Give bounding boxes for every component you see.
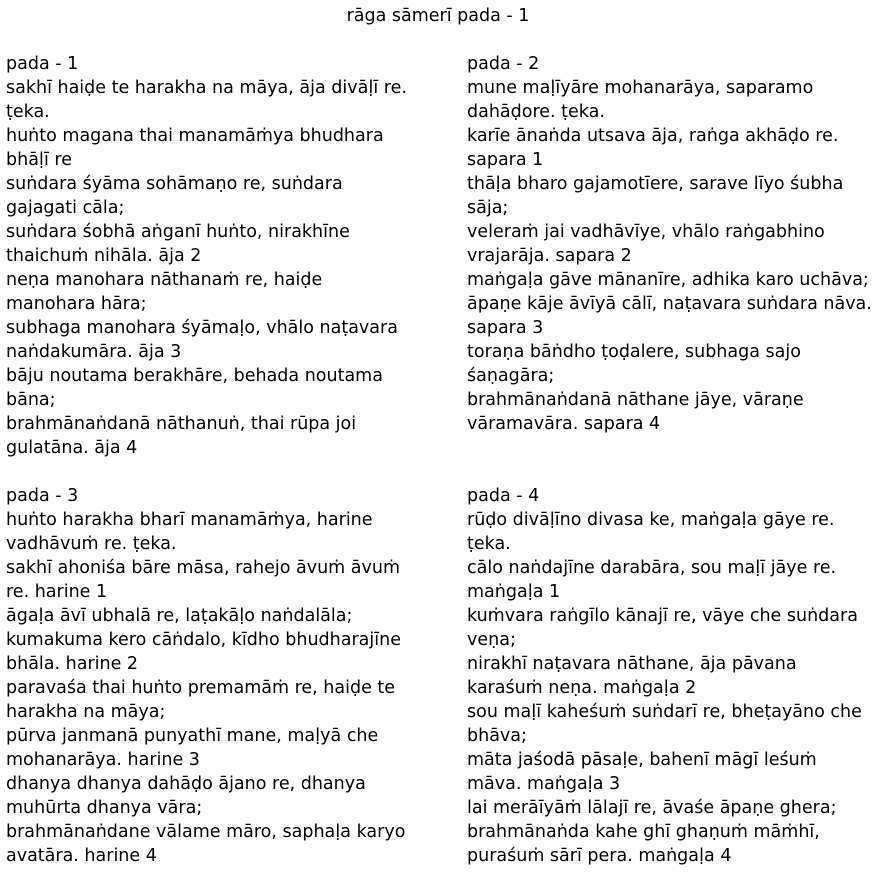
- verse-line: manohara hāra;: [6, 294, 147, 314]
- verse-line: subhaga manohara śyāmaḷo, vhālo naṭavara: [6, 318, 398, 338]
- verse-line: mohanarāya. harine 3: [6, 750, 200, 770]
- verse-line: mune maḷīyāre mohanarāya, saparamo: [467, 78, 814, 98]
- verse-line: bhāḷī re: [6, 150, 72, 170]
- verse-line: śaṇagāra;: [467, 366, 555, 386]
- verse-line: huṅto harakha bharī manamāṁya, harine: [6, 510, 373, 530]
- pada-heading: pada - 1: [6, 54, 79, 74]
- verse-line: thaichuṁ nihāla. āja 2: [6, 246, 202, 266]
- verse-line: pūrva janmanā punyathī mane, maḷyā che: [6, 726, 379, 746]
- pada-heading: pada - 4: [467, 486, 540, 506]
- verse-line: dahāḍore. ṭeka.: [467, 102, 605, 122]
- pada-2-block: [467, 52, 872, 436]
- verse-line: bāju noutama berakhāre, behada noutama: [6, 366, 383, 386]
- verse-line: lai merāīyāṁ lālajī re, āvaśe āpaṇe ghera;: [467, 798, 837, 818]
- verse-line: sou maḷī kaheśuṁ suṅdarī re, bheṭayāno che: [467, 702, 862, 722]
- verse-line: harakha na māya;: [6, 702, 166, 722]
- verse-line: suṅdara śyāma sohāmaṇo re, suṅdara: [6, 174, 343, 194]
- verse-line: muhūrta dhanya vāra;: [6, 798, 203, 818]
- verse-line: sakhī ahoniśa bāre māsa, rahejo āvuṁ āvuṁ: [6, 558, 400, 578]
- pada-1-block: [6, 52, 407, 460]
- verse-line: nirakhī naṭavara nāthane, āja pāvana: [467, 654, 797, 674]
- verse-line: kumakuma kero cāṅdalo, kīdho bhudharajīne: [6, 630, 401, 650]
- verse-line: āpaṇe kāje āvīyā cālī, naṭavara suṅdara nāva.: [467, 294, 872, 314]
- verse-line: māta jaśodā pāsaḷe, bahenī māgī leśuṁ: [467, 750, 817, 770]
- verse-line: suṅdara śobhā aṅganī huṅto, nirakhīne: [6, 222, 350, 242]
- verse-line: māva. maṅgaḷa 3: [467, 774, 621, 794]
- verse-line: maṅgaḷa 1: [467, 582, 561, 602]
- pada-heading: pada - 3: [6, 486, 79, 506]
- verse-line: gajagati cāla;: [6, 198, 125, 218]
- page-title: rāga sāmerī pada - 1: [346, 6, 530, 26]
- verse-line: avatāra. harine 4: [6, 846, 157, 866]
- verse-line: sapara 1: [467, 150, 544, 170]
- verse-line: ṭeka.: [6, 102, 50, 122]
- verse-line: ṭeka.: [467, 534, 511, 554]
- pada-3-block: [6, 484, 405, 868]
- verse-line: bhāva;: [467, 726, 527, 746]
- verse-line: karaśuṁ neṇa. maṅgaḷa 2: [467, 678, 697, 698]
- verse-line: brahmānaṅdane vālame māro, saphaḷa karyo: [6, 822, 406, 842]
- verse-line: dhanya dhanya dahāḍo ājano re, dhanya: [6, 774, 366, 794]
- pada-4-block: [467, 484, 862, 868]
- verse-line: thāḷa bharo gajamotīere, sarave līyo śubha: [467, 174, 844, 194]
- verse-line: brahmānaṅdanā nāthane jāye, vāraṇe: [467, 390, 804, 410]
- verse-line: sāja;: [467, 198, 509, 218]
- verse-line: naṅdakumāra. āja 3: [6, 342, 182, 362]
- verse-line: karīe ānaṅda utsava āja, raṅga akhāḍo re.: [467, 126, 839, 146]
- verse-line: veṇa;: [467, 630, 516, 650]
- verse-line: sapara 3: [467, 318, 544, 338]
- verse-line: re. harine 1: [6, 582, 108, 602]
- verse-line: vāramavāra. sapara 4: [467, 414, 661, 434]
- verse-line: neṇa manohara nāthanaṁ re, haiḍe: [6, 270, 323, 290]
- verse-line: vadhāvuṁ re. ṭeka.: [6, 534, 177, 554]
- verse-line: veleraṁ jai vadhāvīye, vhālo raṅgabhino: [467, 222, 825, 242]
- verse-line: bhāla. harine 2: [6, 654, 139, 674]
- verse-line: sakhī haiḍe te harakha na māya, āja divāḷī re.: [6, 78, 407, 98]
- verse-line: huṅto magana thai manamāṁya bhudhara: [6, 126, 384, 146]
- verse-line: paravaśa thai huṅto premamāṁ re, haiḍe te: [6, 678, 396, 698]
- verse-line: toraṇa bāṅdho ṭoḍalere, subhaga sajo: [467, 342, 801, 362]
- verse-line: bāna;: [6, 390, 56, 410]
- verse-line: brahmānaṅda kahe ghī ghaṇuṁ māṁhī,: [467, 822, 820, 842]
- verse-line: puraśuṁ sārī pera. maṅgaḷa 4: [467, 846, 732, 866]
- verse-line: cālo naṅdajīne darabāra, sou maḷī jāye re.: [467, 558, 837, 578]
- verse-line: brahmānaṅdanā nāthanuṅ, thai rūpa joi: [6, 414, 357, 434]
- pada-heading: pada - 2: [467, 54, 540, 74]
- verse-line: āgaḷa āvī ubhalā re, laṭakāḷo naṅdalāla;: [6, 606, 353, 626]
- verse-line: gulatāna. āja 4: [6, 438, 138, 458]
- verse-line: maṅgaḷa gāve mānanīre, adhika karo uchāva;: [467, 270, 869, 290]
- verse-line: vrajarāja. sapara 2: [467, 246, 632, 266]
- verse-line: kuṁvara raṅgīlo kānajī re, vāye che suṅdara: [467, 606, 858, 626]
- verse-line: rūḍo divāḷīno divasa ke, maṅgaḷa gāye re.: [467, 510, 835, 530]
